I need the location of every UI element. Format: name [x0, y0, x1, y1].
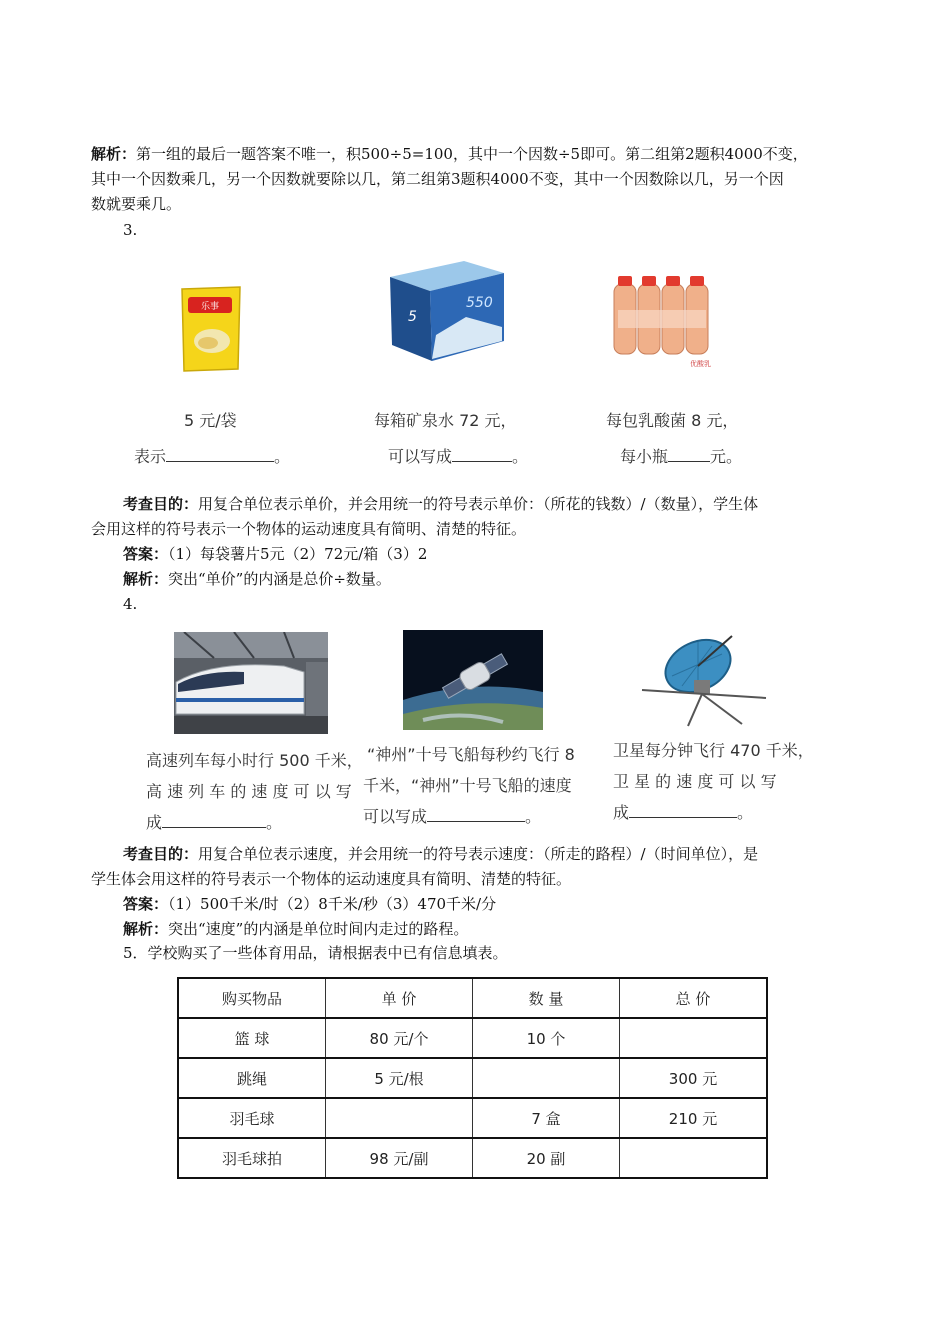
table-cell-blank[interactable]: [620, 1138, 768, 1178]
table-row: [178, 1058, 767, 1098]
q4-item2-suffix: 。: [525, 807, 542, 826]
analysis-label: 解析：: [91, 145, 137, 163]
q3-item3-line2: [620, 444, 742, 467]
chips-bag-icon: [178, 283, 244, 373]
q4-item2-line3: [363, 804, 541, 827]
table-cell: 10 个: [473, 1018, 620, 1058]
analysis-prev-line2: 其中一个因数乘几，另一个因数就要除以几，第二组第3题积4000不变，其中一个因数除以几，另一个因: [91, 170, 784, 188]
table-cell: 羽毛球拍: [178, 1138, 326, 1178]
q4-item1-line3: [146, 810, 282, 833]
q4-item1-line1: 高速列车每小时行 500 千米，: [146, 751, 363, 770]
analysis-prev-line1: [91, 142, 808, 167]
purpose-text: 用复合单位表示速度，并会用统一的符号表示速度：（所走的路程）/（时间单位），是: [198, 845, 759, 863]
svg-text:优酸乳: 优酸乳: [690, 360, 711, 368]
train-icon: [174, 632, 328, 734]
table-header-cell: 总 价: [620, 978, 768, 1018]
svg-text:5: 5: [408, 309, 417, 325]
q4-item2-prefix: 可以写成: [363, 807, 428, 826]
analysis-text: 第一组的最后一题答案不唯一，积500÷5=100，其中一个因数÷5即可。第二组第2题积4000不变，: [136, 145, 808, 163]
purpose-label: 考查目的：: [123, 845, 199, 863]
table-cell: 跳绳: [178, 1058, 326, 1098]
q3-item1-suffix: 。: [274, 447, 291, 466]
q3-item1-line2: [134, 444, 290, 467]
answer-blank[interactable]: [162, 813, 266, 828]
purpose-label: 考查目的：: [123, 495, 199, 513]
table-cell-blank[interactable]: [473, 1058, 620, 1098]
q3-item2-prefix: 可以写成: [388, 447, 453, 466]
water-box-icon: [386, 255, 508, 365]
table-cell: 7 盒: [473, 1098, 620, 1138]
q4-analysis: [123, 917, 468, 942]
answer-text: （1）每袋薯片5元（2）72元/箱（3）2: [168, 545, 428, 563]
answer-blank[interactable]: [166, 447, 274, 462]
answer-text: （1）500千米/时（2）8千米/秒（3）470千米/分: [168, 895, 497, 913]
table-row: [178, 1018, 767, 1058]
analysis-prev-line3: 数就要乘几。: [91, 195, 182, 213]
answer-blank[interactable]: [452, 447, 512, 462]
q4-item3-line2: 卫 星 的 速 度 可 以 写: [613, 772, 777, 791]
satellite-icon: [632, 630, 774, 730]
table-row: [178, 1138, 767, 1178]
q4-purpose-line1: [123, 842, 758, 867]
q3-item2-suffix: 。: [512, 447, 529, 466]
q4-item3-prefix: 成: [613, 803, 630, 822]
table-header-row: [178, 978, 767, 1018]
table-header-cell: 数 量: [473, 978, 620, 1018]
analysis-label: 解析：: [123, 570, 169, 588]
table-cell: 篮 球: [178, 1018, 326, 1058]
table-header-cell: 单 价: [326, 978, 473, 1018]
answer-label: 答案：: [123, 895, 169, 913]
analysis-label: 解析：: [123, 920, 169, 938]
spacecraft-icon: [403, 630, 543, 730]
q3-item1-prefix: 表示: [134, 447, 167, 466]
q4-item3-suffix: 。: [737, 803, 754, 822]
table-cell: 300 元: [620, 1058, 768, 1098]
q3-item3-suffix: 元。: [710, 447, 743, 466]
table-cell: 20 副: [473, 1138, 620, 1178]
svg-text:乐事: 乐事: [200, 302, 220, 312]
q4-item1-prefix: 成: [146, 813, 163, 832]
q3-purpose-line1: [123, 492, 758, 517]
table-cell-blank[interactable]: [326, 1098, 473, 1138]
q4-item3-line1: 卫星每分钟飞行 470 千米，: [613, 741, 814, 760]
q3-item3-prefix: 每小瓶: [620, 447, 669, 466]
yogurt-bottles-icon: [610, 270, 716, 370]
question-3-number: 3.: [123, 221, 138, 239]
table-header-cell: 购买物品: [178, 978, 326, 1018]
answer-blank[interactable]: [668, 447, 710, 462]
table-cell: 羽毛球: [178, 1098, 326, 1138]
q3-item2-line1: 每箱矿泉水 72 元，: [374, 411, 517, 430]
q4-item2-line2: 千米，“神州”十号飞船的速度: [363, 776, 572, 795]
table-cell: 80 元/个: [326, 1018, 473, 1058]
q3-item2-line2: [388, 444, 528, 467]
purchase-table: [177, 977, 768, 1179]
purpose-text: 用复合单位表示单价，并会用统一的符号表示单价：（所花的钱数）/（数量），学生体: [198, 495, 759, 513]
q3-analysis: [123, 567, 391, 592]
question-5-text: 5．学校购买了一些体育用品，请根据表中已有信息填表。: [123, 944, 508, 962]
table-cell-blank[interactable]: [620, 1018, 768, 1058]
q4-item1-line2: 高 速 列 车 的 速 度 可 以 写: [146, 782, 352, 801]
q3-purpose-line2: 会用这样的符号表示一个物体的运动速度具有简明、清楚的特征。: [91, 520, 527, 538]
analysis-text: 突出“单价”的内涵是总价÷数量。: [168, 570, 391, 588]
q4-answer: [123, 892, 496, 917]
q4-item1-suffix: 。: [266, 813, 283, 832]
table-row: [178, 1098, 767, 1138]
q3-item3-line1: 每包乳酸菌 8 元，: [606, 411, 739, 430]
table-cell: 5 元/根: [326, 1058, 473, 1098]
q4-item2-line1: “神州”十号飞船每秒约飞行 8: [367, 745, 575, 764]
question-4-number: 4.: [123, 595, 138, 613]
table-cell: 210 元: [620, 1098, 768, 1138]
table-cell: 98 元/副: [326, 1138, 473, 1178]
q4-item3-line3: [613, 800, 753, 823]
svg-text:550: 550: [466, 295, 493, 311]
q3-answer: [123, 542, 427, 567]
analysis-text: 突出“速度”的内涵是单位时间内走过的路程。: [168, 920, 469, 938]
q4-purpose-line2: 学生体会用这样的符号表示一个物体的运动速度具有简明、清楚的特征。: [91, 870, 572, 888]
answer-blank[interactable]: [629, 803, 737, 818]
q3-item1-line1: 5 元/袋: [184, 411, 237, 430]
answer-label: 答案：: [123, 545, 169, 563]
answer-blank[interactable]: [427, 807, 525, 822]
